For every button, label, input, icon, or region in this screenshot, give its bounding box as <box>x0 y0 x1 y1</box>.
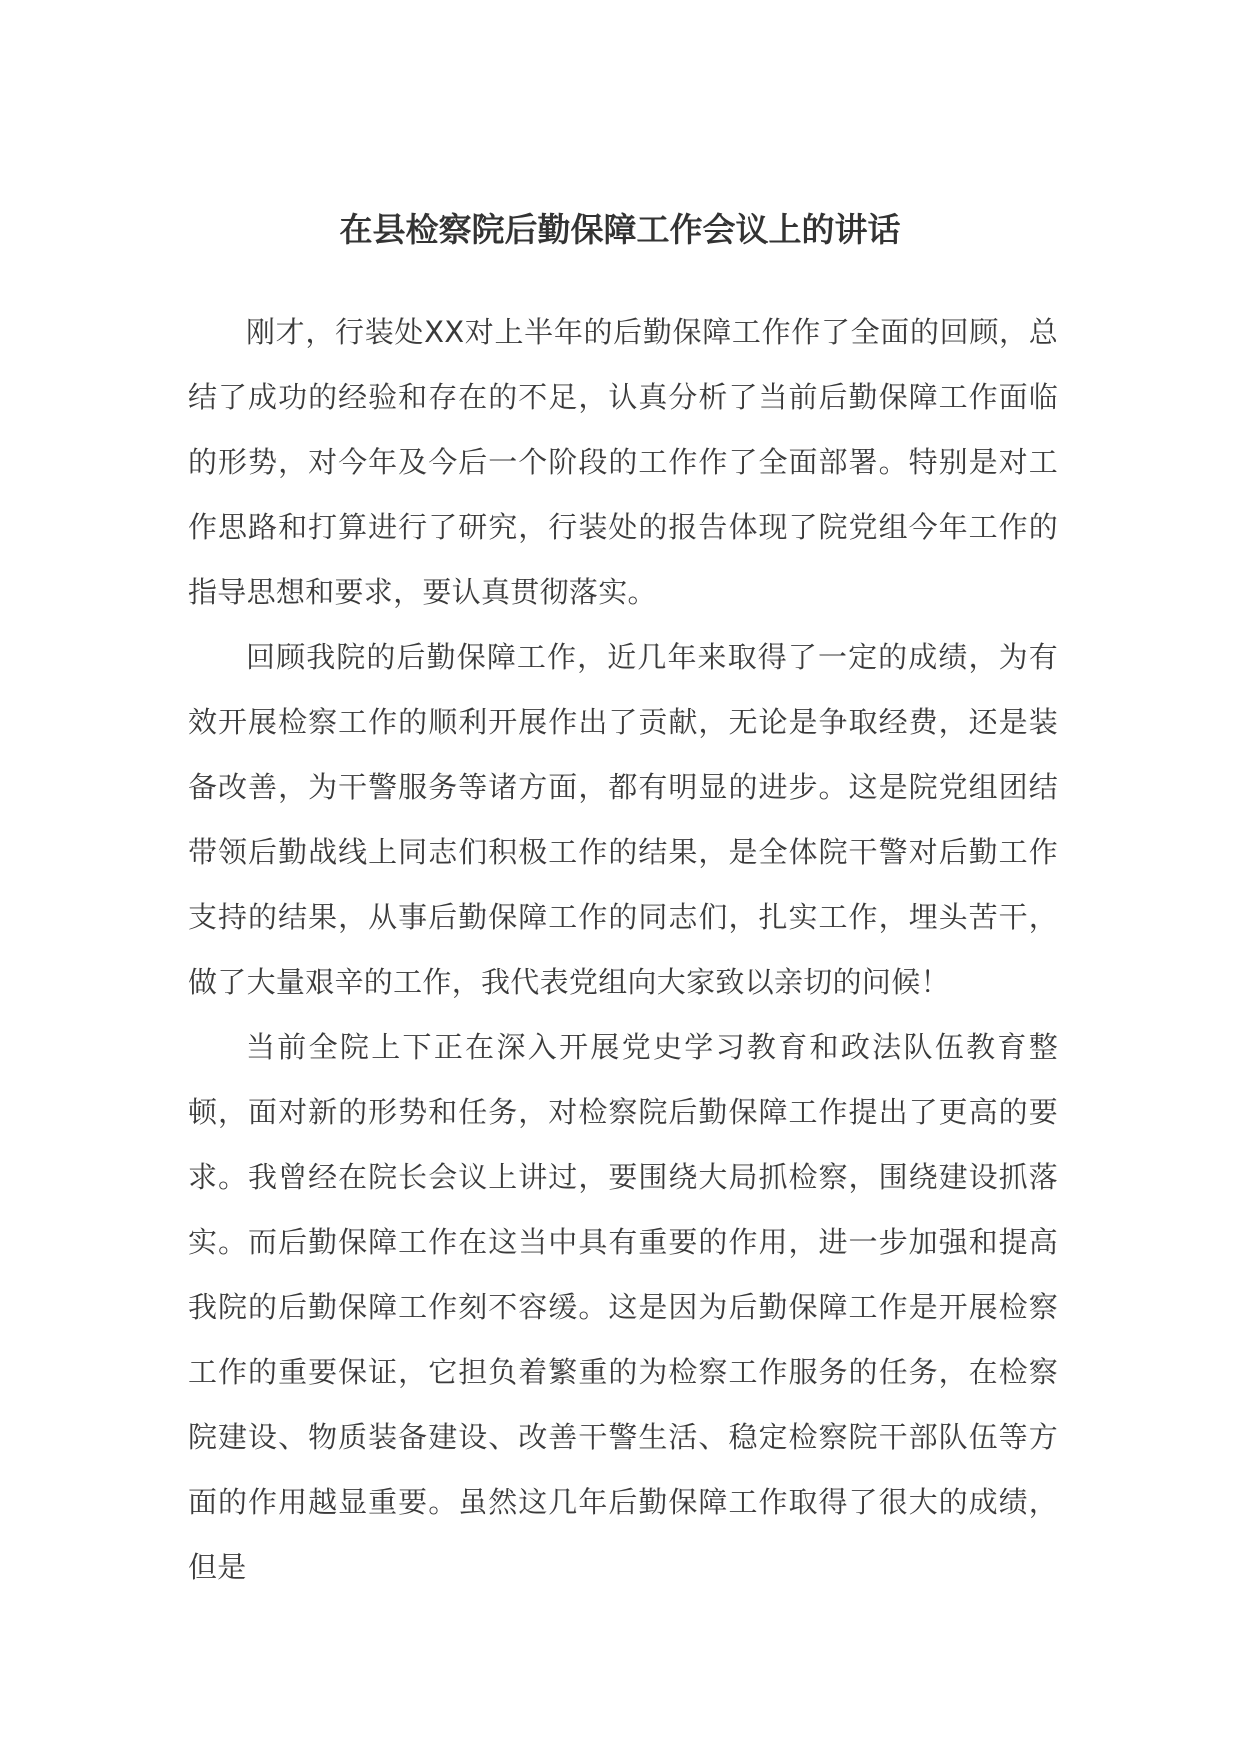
document-body <box>188 300 1058 1600</box>
paragraph: 当前全院上下正在深入开展党史学习教育和政法队伍教育整顿，面对新的形势和任务，对检察院后勤保障工作提出了更高的要求。我曾经在院长会议上讲过，要围绕大局抓检察，围绕建设抓落实。而后勤保障工作在这当中具有重要的作用，进一步加强和提高我院的后勤保障工作刻不容缓。这是因为后勤保障工作是开展检察工作的重要保证，它担负着繁重的为检察工作服务的任务，在检察院建设、物质装备建设、改善干警生活、稳定检察院干部队伍等方面的作用越显重要。虽然这几年后勤保障工作取得了很大的成绩，但是 <box>188 1030 1058 1584</box>
paragraph: 回顾我院的后勤保障工作，近几年来取得了一定的成绩，为有效开展检察工作的顺利开展作出了贡献，无论是争取经费，还是装备改善，为干警服务等诸方面，都有明显的进步。这是院党组团结带领后勤战线上同志们积极工作的结果，是全体院干警对后勤工作支持的结果，从事后勤保障工作的同志们，扎实工作，埋头苦干，做了大量艰辛的工作，我代表党组向大家致以亲切的问候！ <box>188 640 1058 999</box>
document-title: 在县检察院后勤保障工作会议上的讲话 <box>339 210 901 249</box>
paragraph: 刚才，行装处XX对上半年的后勤保障工作作了全面的回顾，总结了成功的经验和存在的不足，认真分析了当前后勤保障工作面临的形势，对今年及今后一个阶段的工作作了全面部署。特别是对工作思路和打算进行了研究，行装处的报告体现了院党组今年工作的指导思想和要求，要认真贯彻落实。 <box>188 315 1058 609</box>
